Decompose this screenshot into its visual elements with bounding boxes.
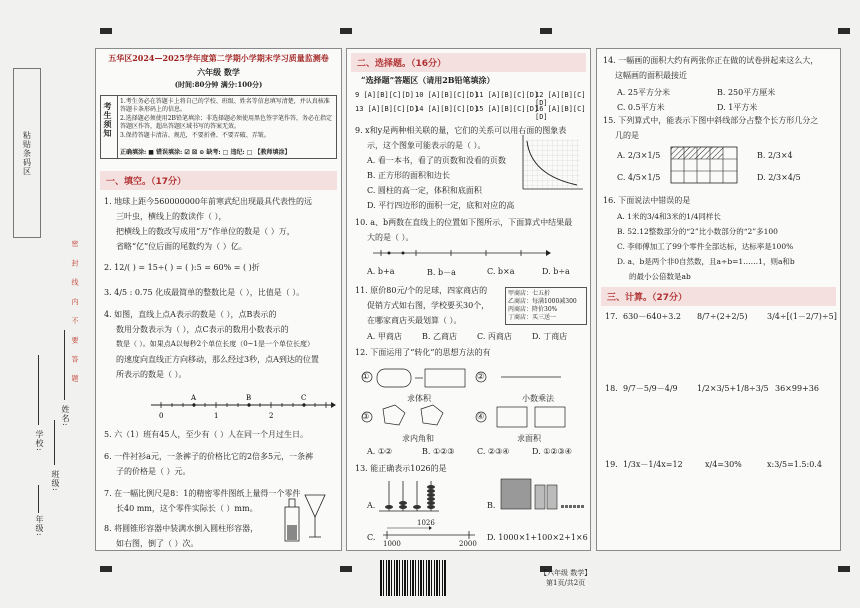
notice-item: 2.选择题必须使用2B铅笔填涂；非选择题必须使用黑色签字笔作答，务必在指定答题区作答，超出答题区域书写的答案无效。 <box>120 115 332 130</box>
q12-mark-4: ④ <box>477 412 485 421</box>
q10-option-c: C. b×a <box>487 267 515 276</box>
q17-expr-2: 8/7÷(2+2/5) <box>697 312 748 321</box>
nl-label-a: A <box>191 394 197 402</box>
q12-label-angle: 求内角和 <box>402 434 434 443</box>
q16-options: A. 1米的3/4和3米的1/4同样长 B. 52.12整数部分的“2”比小数部分的“2”多100 C. 李师傅加工了99个零件全部达标，达标率是100% D. a、b是两个非0自然数，且a÷b=1……1，则a和b 的最小公倍数是ab <box>617 212 795 281</box>
answer-bubbles-q15[interactable]: 15 [A][B][C][D] <box>475 105 539 113</box>
q12-option-b: B. ①②③ <box>422 447 455 456</box>
q15-option-a: A. 2/3×1/5 <box>617 151 661 160</box>
barcode <box>380 560 446 596</box>
notice-item: 1.考生务必在答题卡上将自己的学校、班级、姓名等信息填写清楚，并认真核准答题卡条形码上的信息。 <box>120 98 330 113</box>
panel-choice <box>346 48 591 551</box>
q13-line-start: 1000 <box>383 540 401 548</box>
choice-answer-area-note: “选择题”答题区（请用2B铅笔填涂） <box>361 75 495 85</box>
answer-bubbles-q12[interactable]: 12 [A][B][C][D] <box>535 91 586 107</box>
q10-option-b: B. b－a <box>427 268 456 277</box>
grade-subject: 六年级 数学 <box>197 67 240 77</box>
abacus-figure <box>379 477 439 513</box>
question-13: 13. 能正确表示1026的是 <box>355 464 447 473</box>
q11-option-c: C. 丙商店 <box>477 332 512 341</box>
question-5: 5. 六（1）班有45人，至少有（ ）人在同一个月过生日。 <box>104 430 308 439</box>
nl-label-c: C <box>301 394 307 402</box>
q19-expr-3: x:3/5=1.5:0.4 <box>767 460 822 469</box>
q13-option-a: A. <box>367 501 376 510</box>
q14-option-d: D. 1平方米 <box>717 103 758 112</box>
answer-bubbles-q10[interactable]: 10 [A][B][C][D] <box>415 91 479 99</box>
ab-number-line <box>371 245 551 265</box>
class-field[interactable] <box>54 420 55 465</box>
q13-line-end: 2000 <box>459 540 477 548</box>
q12-option-a: A. ①② <box>367 447 393 456</box>
cube-blocks-figure <box>499 475 585 511</box>
registration-mark <box>340 566 352 572</box>
fill-legend: 正确填涂: ■ 错误填涂: ☑ ☒ ⊙ 缺考: □ 违纪: □ 【教师填涂】 <box>120 149 291 156</box>
question-10: 10. a、b两数在直线上的位置如下图所示，下面算式中结果最 大的是（ ）。 <box>355 218 573 242</box>
seal-line-warning: 密 封 线 内 不 要 答 题 <box>71 240 79 387</box>
registration-mark <box>540 28 552 34</box>
question-12: 12. 下面运用了“转化”的思想方法的有 <box>355 348 491 357</box>
panel-choice-calc <box>596 48 841 551</box>
registration-mark <box>100 566 112 572</box>
q10-option-d: D. b÷a <box>542 267 570 276</box>
inverse-graph <box>517 135 587 197</box>
answer-bubbles-q16[interactable]: 16 [A][B][C][D] <box>535 105 586 121</box>
question-11: 11. 原价80元/个的足球，四家商店的 促销方式如右图，学校要买30个， 在哪家商店买最划算（ ）。 <box>355 286 490 325</box>
page-footer: 【六年级 数学】 第1页/共2页 <box>540 569 592 587</box>
promotion-box: 甲商店：七五折 乙商店：每满1000减300 丙商店：降价30% 丁商店：买三送一 <box>505 287 587 325</box>
q12-mark-1: ① <box>362 372 370 381</box>
question-4: 4. 如图，直线上点A表示的数是（ ），点B表示的 数用分数表示为（ ），点C表示的数用小数表示的 数是（ ）。如果点A以每秒2个单位长度（0~1是一个单位长度） 的速度向直线正方向移动，那么经过3秒，点A到达的位置 所表示的数是（ ）。 <box>104 310 319 379</box>
question-15: 15. 下列算式中，能表示下图中斜线部分占整个长方形几分之 几的是 <box>603 116 819 140</box>
q12-mark-2: ② <box>477 372 485 381</box>
q17-expr-1: 630－640÷3.2 <box>623 312 681 321</box>
barcode-paste-area: 粘贴条码区 <box>13 68 41 238</box>
q12-option-d: D. ①②③④ <box>532 447 572 456</box>
registration-mark <box>838 566 850 572</box>
q14-option-c: C. 0.5平方米 <box>617 103 665 112</box>
section-choice-title: 二、选择题。（16分） <box>351 53 586 72</box>
registration-mark <box>340 28 352 34</box>
time-score: (时间:80分钟 满分:100分) <box>174 80 263 89</box>
question-2: 2. 12/( ) = 15÷( ) = ( ):5 = 60% = ( )折 <box>104 263 260 272</box>
answer-bubbles-q9[interactable]: 9 [A][B][C][D] <box>355 91 415 99</box>
answer-bubbles-q11[interactable]: 11 [A][B][C][D] <box>475 91 539 99</box>
q14-option-a: A. 25平方分米 <box>617 88 671 97</box>
q19-expr-2: x/4=30% <box>705 460 742 469</box>
candidate-notice <box>100 95 337 159</box>
q15-option-b: B. 2/3×4 <box>757 151 793 160</box>
grade-field[interactable] <box>38 485 39 513</box>
answer-bubbles-q14[interactable]: 14 [A][B][C][D] <box>415 105 479 113</box>
q11-option-b: B. 乙商店 <box>422 332 457 341</box>
q13-option-b: B. <box>487 501 496 510</box>
q18-label: 18. <box>605 384 618 393</box>
q11-option-a: A. 甲商店 <box>367 332 402 341</box>
q12-mark-3: ③ <box>362 412 370 421</box>
registration-mark <box>838 28 850 34</box>
q17-label: 17. <box>605 312 618 321</box>
q19-label: 19. <box>605 460 618 469</box>
question-1: 1. 地球上距今560000000年前寒武纪出现最具代表性的远 三叶虫，横线上的数读作（ ）， 把横线上的数改写成用“万”作单位的数是（ ）万， 省略“亿”位后面的尾数约为（ ）亿。 <box>104 197 312 251</box>
school-label: 学校: <box>35 430 44 452</box>
panel-fill-in <box>95 48 342 551</box>
q15-option-d: D. 2/3×4/5 <box>757 173 801 182</box>
q18-expr-2: 1/2×3/5+1/8÷3/5 <box>697 384 769 393</box>
q13-line-mid: 1026 <box>417 519 435 527</box>
nl-tick-0: 0 <box>159 412 164 420</box>
question-9: 9. x和y是两种相关联的量，它们的关系可以用右面的图象表 示，这个图象可能表示的是（ ）。 A. 看一本书，看了的页数和没看的页数 B. 正方形的面积和边长 C. 圆柱的高一定，体积和底面积 D. 平行四边形的面积一定，底和对应的高 <box>355 126 567 210</box>
question-7: 7. 在一幅比例尺是8：1的精密零件图纸上量得一个零件 长40 mm，这个零件实际长（ ）mm。 <box>104 489 301 513</box>
section-fill-in-title: 一、填空。（17分） <box>100 171 337 190</box>
q18-expr-3: 36×99+36 <box>775 384 819 393</box>
q12-label-area: 求面积 <box>517 434 541 443</box>
registration-mark <box>100 28 112 34</box>
q13-option-c: C. <box>367 533 376 542</box>
notice-item: 3.保持答题卡清洁、规范，不要折叠、不要弄破、弄皱。 <box>120 132 270 139</box>
q11-option-d: D. 丁商店 <box>532 332 568 341</box>
number-line-figure <box>146 393 336 421</box>
q14-option-b: B. 250平方厘米 <box>717 88 776 97</box>
shaded-rectangle-figure <box>669 145 741 187</box>
q18-expr-1: 9/7－5/9－4/9 <box>623 384 678 393</box>
question-8: 8. 将圆锥形容器中装满水倒入圆柱形容器， 如右图，倒了（ ）次。 <box>104 524 259 548</box>
question-16: 16. 下面说法中错误的是 <box>603 196 691 205</box>
question-14: 14. 一幅画的面积大约有两张你正在做的试卷拼起来这么大， 这幅画的面积最接近 <box>603 56 819 80</box>
section-calc-title: 三、计算。（27分） <box>601 287 836 306</box>
question-6: 6. 一件衬衫a元，一条裤子的价格比它的2倍多5元，一条裤 子的价格是（ ）元。 <box>104 452 314 476</box>
grade-label: 年级: <box>35 515 44 537</box>
question-3: 3. 4/5 : 0.75 化成最简单的整数比是（ ），比值是（ ）。 <box>104 288 305 297</box>
name-label: 姓名: <box>61 405 70 427</box>
nl-label-b: B <box>246 394 252 402</box>
q15-option-c: C. 4/5×1/5 <box>617 173 661 182</box>
school-field[interactable] <box>38 355 39 425</box>
nl-tick-2: 2 <box>269 412 274 420</box>
q12-option-c: C. ②③④ <box>477 447 510 456</box>
binding-strip <box>0 0 92 608</box>
notice-side-label: 考生须知 <box>103 102 113 138</box>
answer-bubbles-q13[interactable]: 13 [A][B][C][D] <box>355 105 419 113</box>
q19-expr-1: 1/3x－1/4x=12 <box>623 460 683 469</box>
cone-cylinder-figure <box>281 489 336 547</box>
exam-title: 五华区2024—2025学年度第二学期小学期末学习质量监测卷 <box>108 53 329 63</box>
q13-option-d: D. 1000×1+100×2+1×6 <box>487 533 588 542</box>
q10-option-a: A. b+a <box>367 267 395 276</box>
q12-label-decimal: 小数乘法 <box>522 394 554 403</box>
nl-tick-1: 1 <box>214 412 219 420</box>
class-label: 班级: <box>51 470 60 492</box>
q17-expr-3: 3/4÷[(1－2/7)÷5] <box>767 312 837 321</box>
q12-label-volume: 求体积 <box>407 394 431 403</box>
name-field[interactable] <box>64 330 65 400</box>
